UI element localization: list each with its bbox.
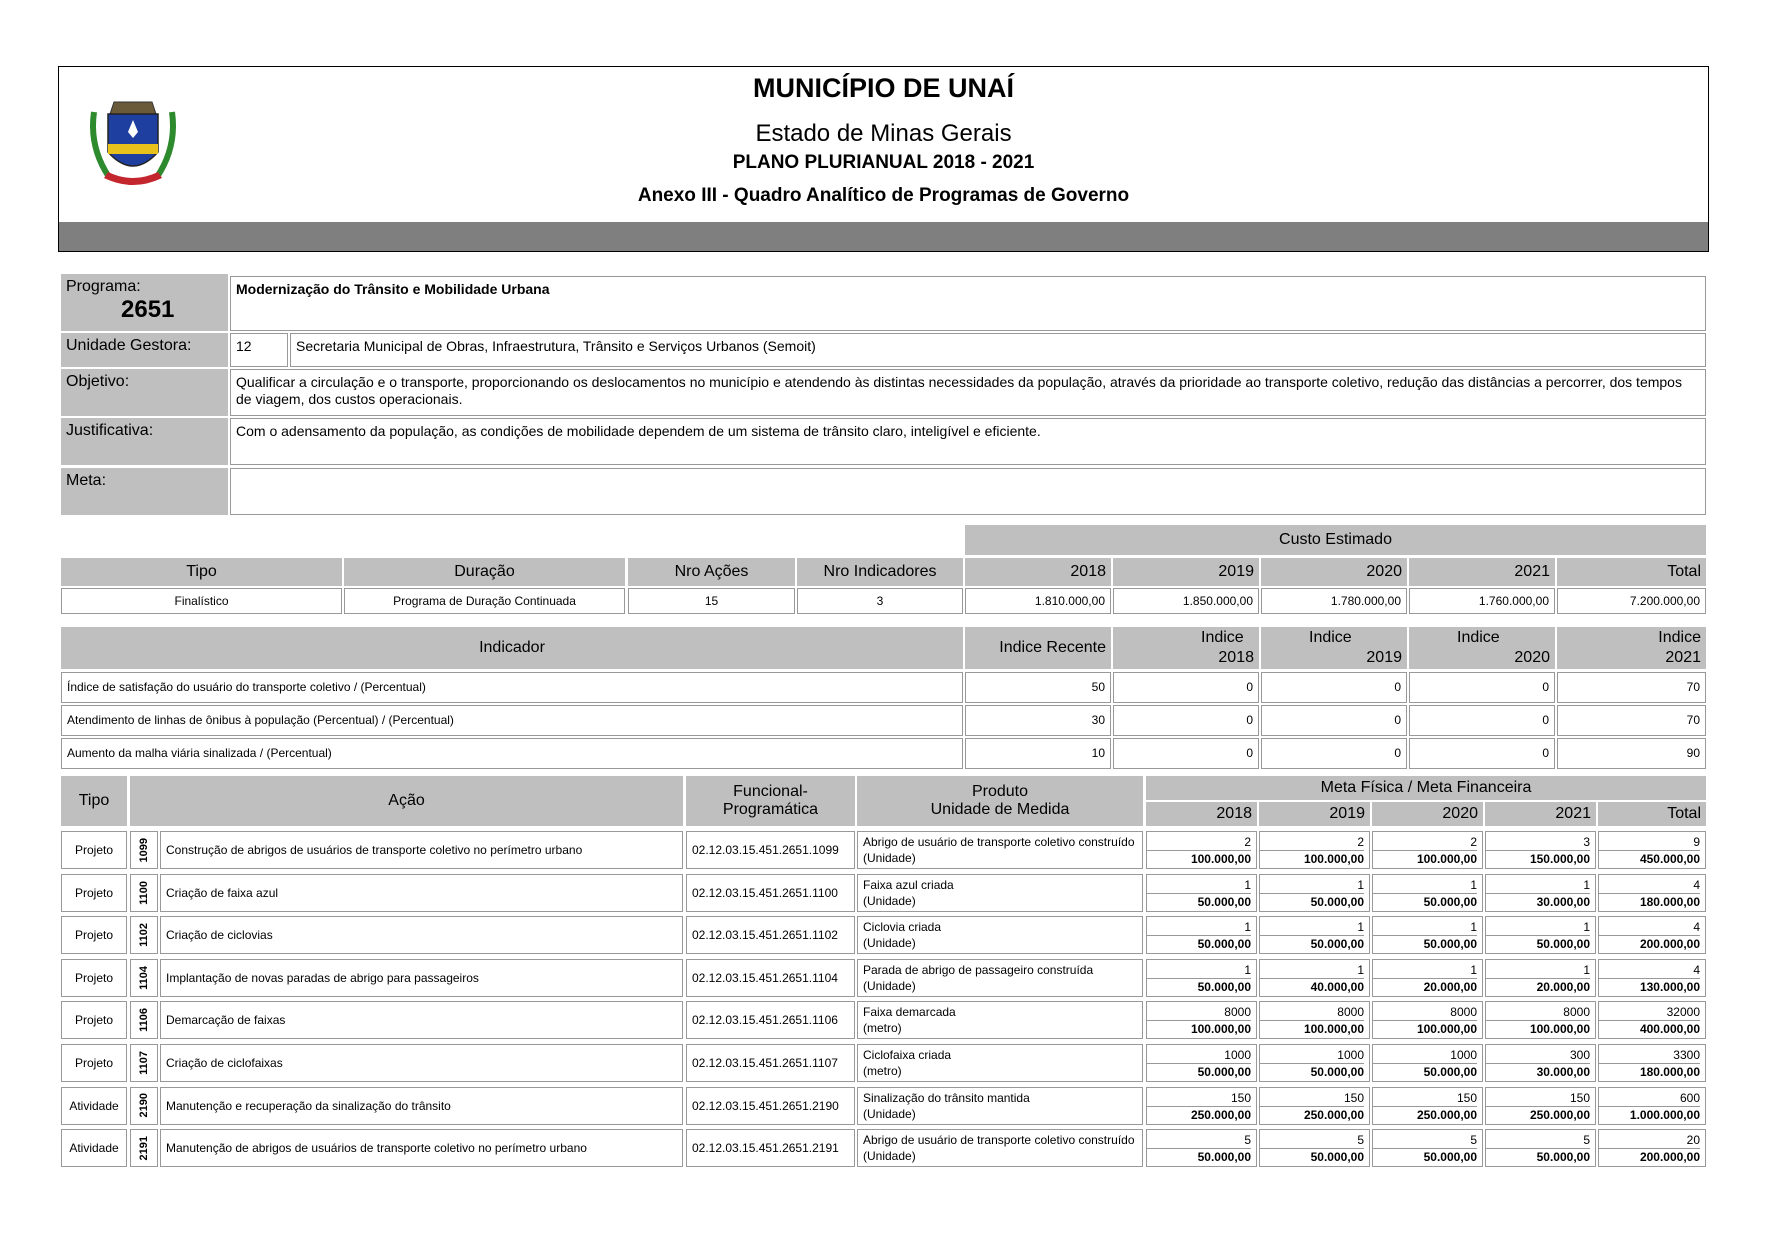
meta-cell [1259,874,1370,912]
meta-fisica-value: 5 [1357,1133,1364,1148]
produto-header-line1: Produto [971,783,1029,800]
funcional-header-line2: Programática [722,801,819,818]
meta-financeira-value: 100.000,00 [1373,1020,1477,1037]
indicador-recente-value: 30 [965,705,1111,736]
meta-financeira-value: 100.000,00 [1373,850,1477,867]
meta-cell [1146,959,1257,997]
meta-financeira-value: 450.000,00 [1599,850,1700,867]
indicador-name: Índice de satisfação do usuário do transporte coletivo / (Percentual) [61,672,963,703]
meta-cell [1372,874,1483,912]
meta-fisica-value: 1 [1583,877,1590,892]
custo-estimado-header: Custo Estimado [965,525,1706,555]
meta-cell [1372,959,1483,997]
meta-fisica-value: 1 [1244,877,1251,892]
acao-codigo: 1104 [138,965,150,990]
meta-cell [1259,831,1370,869]
acao-unidade: (metro) [863,1021,902,1036]
acao-tipo-header: Tipo [61,776,127,826]
acao-header: Ação [130,776,683,826]
meta-fisica-value: 3 [1583,835,1590,849]
meta-cell [1146,1129,1257,1167]
meta-y2021-header: 2021 [1485,802,1596,826]
meta-fisica-value: 5 [1470,1133,1477,1148]
justificativa-text: Com o adensamento da população, as condições de mobilidade dependem de um sistema de trânsito claro, inteligível e eficiente. [230,418,1706,465]
acao-nome: Manutenção e recuperação da sinalização do trânsito [160,1087,683,1125]
indice-2021-header [1557,627,1706,669]
acao-funcional: 02.12.03.15.451.2651.2190 [686,1087,855,1125]
meta-fisica-value: 1 [1357,877,1364,892]
indice-2018-header-label: Indice [1201,629,1244,646]
meta-cell [1598,959,1706,997]
meta-cell [1598,874,1706,912]
acao-produto: Faixa azul criada [863,877,954,892]
meta-cell [1485,1087,1596,1125]
acao-tipo: Projeto [61,1044,127,1082]
meta-financeira-value: 250.000,00 [1260,1106,1364,1123]
acao-tipo: Projeto [61,959,127,997]
acao-tipo: Projeto [61,916,127,954]
objetivo-text: Qualificar a circulação e o transporte, proporcionando os deslocamentos no município e atendendo às distintas necessidades da população, através da prioridade ao transporte coletivo, redução das distâncias a percorrer, dos tempos de viagem, dos custos operacionais. [230,369,1706,416]
meta-cell [1146,916,1257,954]
indicador-v2021-value: 90 [1557,738,1706,769]
acao-funcional: 02.12.03.15.451.2651.1102 [686,916,855,954]
indicador-v2021-value: 70 [1557,705,1706,736]
resumo-header-nro-acoes: Nro Ações [628,558,795,586]
acao-tipo: Projeto [61,874,127,912]
resumo-value-2021: 1.760.000,00 [1409,588,1555,614]
acao-unidade: (Unidade) [863,1106,916,1121]
meta-financeira-value: 50.000,00 [1373,935,1477,952]
meta-fisica-value: 1 [1470,877,1477,892]
resumo-header-nro-indicadores: Nro Indicadores [797,558,963,586]
indice-2021-header-year: 2021 [1665,649,1701,666]
meta-fisica-value: 1 [1470,920,1477,935]
meta-financeira-value: 40.000,00 [1260,978,1364,995]
meta-financeira-value: 50.000,00 [1147,893,1251,910]
meta-financeira-value: 20.000,00 [1373,978,1477,995]
indice-recente-header: Indice Recente [965,627,1111,669]
estado-subtitle: Estado de Minas Gerais [755,120,1012,147]
meta-financeira-value: 50.000,00 [1147,935,1251,952]
acao-tipo: Projeto [61,1001,127,1039]
acao-produto-cell [857,1129,1143,1167]
acao-codigo-cell [130,1044,158,1082]
meta-fisica-value: 8000 [1563,1005,1590,1020]
resumo-value-nro-acoes: 15 [628,588,795,614]
meta-cell [1485,1129,1596,1167]
unidade-nome: Secretaria Municipal de Obras, Infraestrutura, Trânsito e Serviços Urbanos (Semoit) [290,333,1706,367]
acao-unidade: (Unidade) [863,851,916,865]
meta-financeira-value: 50.000,00 [1260,935,1364,952]
indice-2020-header-year: 2020 [1514,649,1550,666]
meta-financeira-value: 50.000,00 [1486,935,1590,952]
resumo-value-2020: 1.780.000,00 [1261,588,1407,614]
meta-financeira-value: 400.000,00 [1599,1020,1700,1037]
meta-fisica-value: 3300 [1673,1048,1700,1062]
meta-financeira-value: 50.000,00 [1373,1063,1477,1080]
meta-cell [1372,1129,1483,1167]
plano-subtitle: PLANO PLURIANUAL 2018 - 2021 [732,152,1035,173]
acao-nome: Implantação de novas paradas de abrigo para passageiros [160,959,683,997]
acao-produto: Faixa demarcada [863,1005,956,1020]
meta-fisica-value: 600 [1679,1090,1700,1105]
meta-fisica-value: 8000 [1450,1005,1477,1020]
indice-2020-header [1409,627,1555,669]
meta-cell [1598,1001,1706,1039]
meta-fisica-value: 8000 [1337,1005,1364,1020]
acao-nome: Demarcação de faixas [160,1001,683,1039]
meta-cell [1259,1001,1370,1039]
meta-y2020-header: 2020 [1372,802,1483,826]
acao-codigo: 1106 [138,1008,150,1033]
acao-codigo: 1107 [138,1051,150,1075]
funcional-header-line1: Funcional- [733,783,808,800]
acao-produto: Sinalização do trânsito mantida [863,1090,1030,1105]
meta-financeira-value: 30.000,00 [1486,893,1590,910]
resumo-header-2020: 2020 [1261,558,1407,586]
indice-2018-header [1113,627,1259,669]
meta-cell [1259,1044,1370,1082]
meta-financeira-value: 50.000,00 [1373,893,1477,910]
meta-cell [1598,1087,1706,1125]
programa-nome: Modernização do Trânsito e Mobilidade Urbana [230,276,1706,331]
meta-financeira-value: 50.000,00 [1147,1063,1251,1080]
acao-unidade: (Unidade) [863,978,916,993]
meta-fisica-value: 150 [1569,1090,1590,1105]
meta-fisica-value: 150 [1230,1090,1251,1105]
unidade-label: Unidade Gestora: [61,333,228,367]
indice-2018-header-year: 2018 [1218,649,1254,666]
meta-cell [1259,1087,1370,1125]
meta-financeira-value: 150.000,00 [1486,850,1590,867]
indicador-v2019-value: 0 [1261,738,1407,769]
meta-cell [1598,831,1706,869]
resumo-value-2019: 1.850.000,00 [1113,588,1259,614]
indicador-recente-value: 50 [965,672,1111,703]
meta-financeira-value: 100.000,00 [1147,1020,1251,1037]
meta-financeira-value: 180.000,00 [1599,893,1700,910]
resumo-value-tipo: Finalístico [61,588,342,614]
acao-funcional: 02.12.03.15.451.2651.1104 [686,959,855,997]
acao-codigo-cell [130,1129,158,1167]
indice-2019-header-year: 2019 [1366,649,1402,666]
acao-codigo-cell [130,874,158,912]
acao-produto: Ciclovia criada [863,920,942,935]
indicador-v2020-value: 0 [1409,738,1555,769]
acao-produto: Abrigo de usuário de transporte coletivo construído [863,835,1135,849]
indicador-name: Atendimento de linhas de ônibus à população (Percentual) / (Percentual) [61,705,963,736]
resumo-value-nro-indicadores: 3 [797,588,963,614]
meta-cell [1146,1001,1257,1039]
anexo-subtitle: Anexo III - Quadro Analítico de Programas de Governo [637,185,1130,206]
meta-financeira-value: 130.000,00 [1599,978,1700,995]
resumo-value-total: 7.200.000,00 [1557,588,1706,614]
meta-fisica-value: 150 [1456,1090,1477,1105]
resumo-header-2021: 2021 [1409,558,1555,586]
acao-nome: Criação de faixa azul [160,874,683,912]
meta-fisica-value: 1000 [1337,1048,1364,1062]
indice-2020-header-label: Indice [1457,629,1500,646]
acao-tipo: Atividade [61,1129,127,1167]
indicador-recente-value: 10 [965,738,1111,769]
meta-financeira-value: 100.000,00 [1486,1020,1590,1037]
meta-fisica-value: 1 [1357,920,1364,935]
resumo-header-2019: 2019 [1113,558,1259,586]
meta-cell [1598,1044,1706,1082]
acao-tipo: Atividade [61,1087,127,1125]
meta-financeira-value: 50.000,00 [1260,893,1364,910]
acao-codigo-cell [130,916,158,954]
acao-produto: Abrigo de usuário de transporte coletivo construído [863,1133,1135,1148]
indicador-v2018-value: 0 [1113,705,1259,736]
meta-fisica-value: 1 [1470,962,1477,977]
meta-fisica-value: 150 [1343,1090,1364,1105]
acao-produto: Ciclofaixa criada [863,1048,952,1062]
programa-code: 2651 [121,296,175,323]
municipio-title: MUNICÍPIO DE UNAÍ [752,73,1014,103]
meta-cell [1146,831,1257,869]
indicador-v2018-value: 0 [1113,672,1259,703]
acao-funcional: 02.12.03.15.451.2651.2191 [686,1129,855,1167]
meta-financeira-value: 100.000,00 [1260,1020,1364,1037]
indicador-v2018-value: 0 [1113,738,1259,769]
justificativa-label: Justificativa: [61,418,228,465]
acao-produto-cell [857,1044,1143,1082]
objetivo-label: Objetivo: [61,369,228,416]
indicador-name: Aumento da malha viária sinalizada / (Percentual) [61,738,963,769]
meta-financeira-value: 100.000,00 [1147,850,1251,867]
meta-cell [1485,1044,1596,1082]
meta-fisica-value: 1000 [1450,1048,1477,1062]
meta-financeira-value: 50.000,00 [1147,978,1251,995]
funcional-header [686,776,855,826]
meta-cell [1372,916,1483,954]
meta-fisica-value: 1000 [1224,1048,1251,1062]
acao-tipo: Projeto [61,831,127,869]
meta-fisica-value: 4 [1693,962,1700,977]
acao-codigo: 2191 [138,1135,150,1161]
meta-fisica-value: 1 [1244,962,1251,977]
meta-fisica-value: 300 [1569,1048,1590,1062]
acao-unidade: (Unidade) [863,936,916,951]
acao-codigo-cell [130,831,158,869]
acao-codigo: 1099 [138,837,150,863]
meta-financeira-value: 100.000,00 [1260,850,1364,867]
meta-cell [1598,916,1706,954]
meta-fisica-financeira-header: Meta Física / Meta Financeira [1146,776,1706,800]
meta-y2019-header: 2019 [1259,802,1370,826]
meta-total-header: Total [1598,802,1706,826]
resumo-header-total: Total [1557,558,1706,586]
resumo-value-duracao: Programa de Duração Continuada [344,588,625,614]
meta-fisica-value: 1 [1357,962,1364,977]
meta-cell [1372,1044,1483,1082]
acao-produto-cell [857,831,1143,869]
meta-fisica-value: 20 [1686,1133,1700,1148]
indice-2019-header [1261,627,1407,669]
acao-codigo-cell [130,959,158,997]
meta-cell [1485,959,1596,997]
meta-fisica-value: 1 [1583,962,1590,977]
acao-funcional: 02.12.03.15.451.2651.1107 [686,1044,855,1082]
meta-financeira-value: 200.000,00 [1599,935,1700,952]
acao-produto-cell [857,1087,1143,1125]
programa-label: Programa: [66,278,141,295]
meta-fisica-value: 5 [1583,1133,1590,1148]
meta-text [230,468,1706,515]
acao-nome: Criação de ciclovias [160,916,683,954]
meta-cell [1146,1087,1257,1125]
meta-financeira-value: 50.000,00 [1147,1148,1251,1165]
resumo-header-2018: 2018 [965,558,1111,586]
acao-nome: Criação de ciclofaixas [160,1044,683,1082]
acao-unidade: (metro) [863,1064,902,1078]
meta-cell [1146,1044,1257,1082]
meta-financeira-value: 50.000,00 [1373,1148,1477,1165]
meta-y2018-header: 2018 [1146,802,1257,826]
header-divider-bar [58,222,1709,252]
meta-fisica-value: 2 [1470,835,1477,849]
meta-cell [1259,916,1370,954]
acao-codigo: 2190 [138,1093,150,1118]
indice-2019-header-label: Indice [1309,629,1352,646]
indicador-v2020-value: 0 [1409,672,1555,703]
meta-financeira-value: 20.000,00 [1486,978,1590,995]
meta-financeira-value: 50.000,00 [1486,1148,1590,1165]
meta-fisica-value: 2 [1357,835,1364,849]
produto-header-line2: Unidade de Medida [930,801,1070,818]
meta-financeira-value: 250.000,00 [1486,1106,1590,1123]
acao-codigo-cell [130,1001,158,1039]
programa-label-cell [61,274,228,331]
indice-2021-header-label: Indice [1658,629,1701,646]
meta-fisica-value: 32000 [1666,1005,1700,1020]
acao-produto-cell [857,874,1143,912]
indicador-v2020-value: 0 [1409,705,1555,736]
acao-funcional: 02.12.03.15.451.2651.1099 [686,831,855,869]
meta-cell [1372,1001,1483,1039]
meta-cell [1485,874,1596,912]
meta-financeira-value: 250.000,00 [1147,1106,1251,1123]
resumo-header-duracao: Duração [344,558,625,586]
acao-funcional: 02.12.03.15.451.2651.1106 [686,1001,855,1039]
meta-financeira-value: 50.000,00 [1260,1063,1364,1080]
meta-cell [1485,831,1596,869]
indicador-header: Indicador [61,627,963,669]
meta-financeira-value: 200.000,00 [1599,1148,1700,1165]
meta-fisica-value: 1 [1244,920,1251,935]
meta-financeira-value: 50.000,00 [1260,1148,1364,1165]
meta-cell [1485,1001,1596,1039]
acao-produto-cell [857,916,1143,954]
acao-nome: Construção de abrigos de usuários de transporte coletivo no perímetro urbano [160,831,683,869]
meta-financeira-value: 1.000.000,00 [1599,1106,1700,1123]
meta-fisica-value: 5 [1244,1133,1251,1148]
meta-financeira-value: 250.000,00 [1373,1106,1477,1123]
meta-cell [1259,1129,1370,1167]
meta-label: Meta: [61,468,228,515]
meta-financeira-value: 30.000,00 [1486,1063,1590,1080]
meta-fisica-value: 2 [1244,835,1251,849]
acao-produto: Parada de abrigo de passageiro construída [863,962,1094,977]
meta-cell [1598,1129,1706,1167]
meta-fisica-value: 1 [1583,920,1590,935]
meta-fisica-value: 8000 [1224,1005,1251,1020]
meta-financeira-value: 180.000,00 [1599,1063,1700,1080]
meta-fisica-value: 4 [1693,920,1700,935]
indicador-v2019-value: 0 [1261,672,1407,703]
acao-produto-cell [857,959,1143,997]
meta-cell [1485,916,1596,954]
meta-fisica-value: 9 [1693,835,1700,849]
acao-codigo: 1102 [138,923,150,948]
meta-cell [1146,874,1257,912]
resumo-header-tipo: Tipo [61,558,342,586]
unidade-codigo: 12 [230,333,288,367]
produto-header [857,776,1143,826]
acao-nome: Manutenção de abrigos de usuários de transporte coletivo no perímetro urbano [160,1129,683,1167]
acao-funcional: 02.12.03.15.451.2651.1100 [686,874,855,912]
meta-cell [1372,831,1483,869]
acao-unidade: (Unidade) [863,1149,916,1164]
indicador-v2019-value: 0 [1261,705,1407,736]
meta-cell [1259,959,1370,997]
resumo-value-2018: 1.810.000,00 [965,588,1111,614]
acao-unidade: (Unidade) [863,893,916,908]
acao-codigo: 1100 [138,880,150,905]
acao-codigo-cell [130,1087,158,1125]
meta-cell [1372,1087,1483,1125]
acao-produto-cell [857,1001,1143,1039]
indicador-v2021-value: 70 [1557,672,1706,703]
meta-fisica-value: 4 [1693,877,1700,892]
